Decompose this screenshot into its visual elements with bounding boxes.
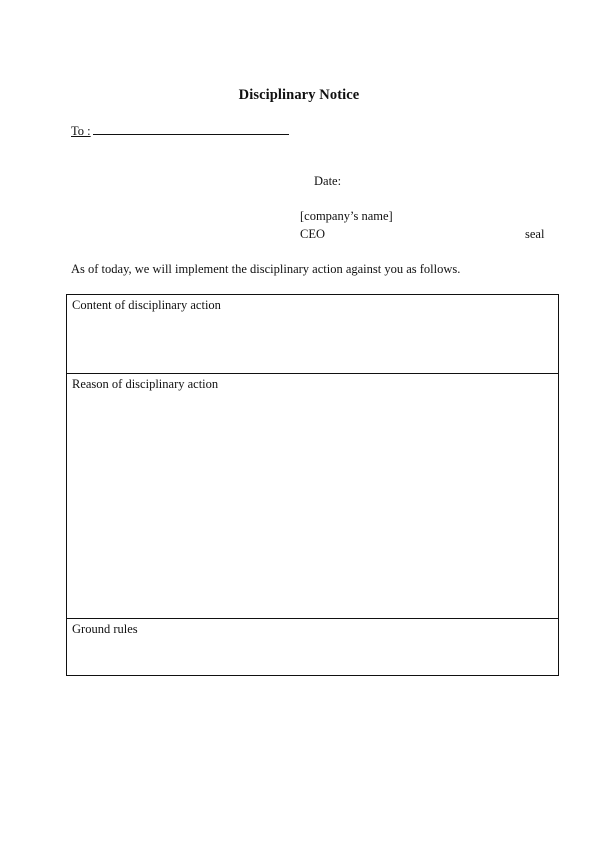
document-title: Disciplinary Notice [238,87,360,103]
recipient-blank-field[interactable] [93,122,289,135]
ceo-label: CEO [300,227,325,241]
recipient-line [71,122,289,139]
recipient-label: To : [71,124,91,138]
seal-label: seal [525,227,545,241]
ground-rules-row [67,618,558,675]
disciplinary-details-table [66,294,559,676]
reason-row [67,373,558,618]
ground-rules-row-label: Ground rules [72,622,138,636]
date-label: Date: [314,174,342,188]
intro-statement: As of today, we will implement the disciplinary action against you as follows. [71,262,461,276]
content-row [67,295,558,373]
company-name-placeholder: [company’s name] [300,209,393,223]
content-row-label: Content of disciplinary action [72,298,221,312]
reason-row-label: Reason of disciplinary action [72,377,219,391]
